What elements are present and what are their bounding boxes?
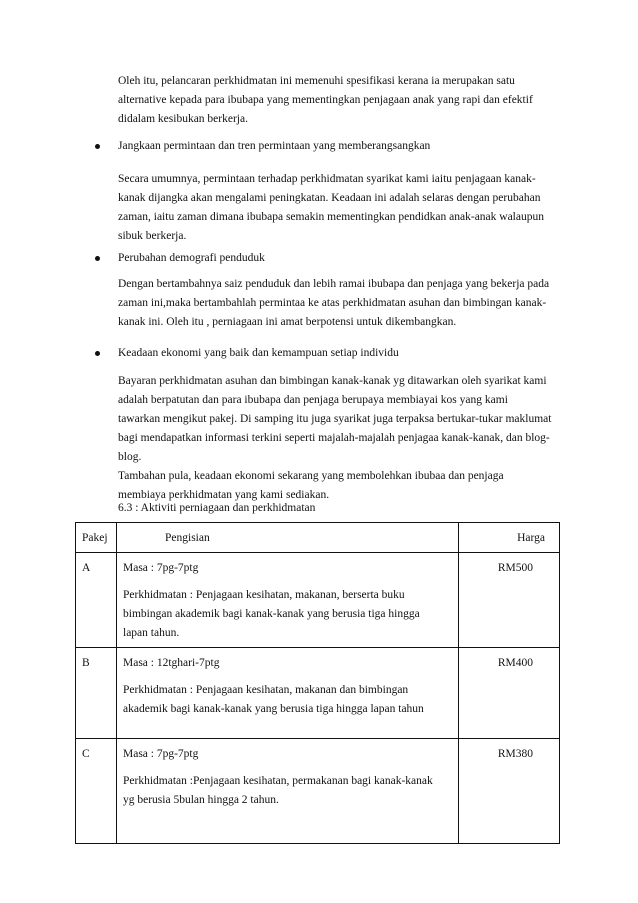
- text-line: blog.: [118, 451, 142, 463]
- text-line: Tambahan pula, keadaan ekonomi sekarang yang membolehkan ibubaa dan penjaga: [118, 470, 504, 482]
- masa-text: Masa : 7pg-7ptg: [123, 562, 199, 574]
- pakej-cell: B: [76, 648, 117, 739]
- desc-line: Perkhidmatan : Penjagaan kesihatan, makanan, berserta buku: [123, 589, 405, 601]
- desc-line: Perkhidmatan : Penjagaan kesihatan, makanan dan bimbingan: [123, 684, 409, 696]
- package-table: [75, 522, 560, 844]
- bullet-icon: [95, 351, 100, 356]
- pengisian-cell: [117, 553, 459, 648]
- bullet-label: Keadaan ekonomi yang baik dan kemampuan setiap individu: [118, 347, 399, 359]
- bullet-ekonomi: [94, 344, 562, 363]
- desc-line: lapan tahun.: [123, 627, 180, 639]
- bullet-demografi: [94, 249, 562, 268]
- text-line: zaman ini,maka bertambahlah permintaa ke atas perkhidmatan asuhan dan bimbingan kanak-: [118, 297, 547, 309]
- text-line: sibuk berkerja.: [118, 230, 187, 242]
- text-line: Dengan bertambahnya saiz penduduk dan lebih ramai ibubapa dan penjaga yang bekerja pada: [118, 278, 550, 290]
- header-pengisian: Pengisian: [117, 523, 459, 553]
- bullet-permintaan: [94, 137, 562, 156]
- pengisian-cell: [117, 648, 459, 739]
- permintaan-paragraph: [118, 170, 562, 246]
- text-line: Bayaran perkhidmatan asuhan dan bimbingan kanak-kanak yg ditawarkan oleh syarikat kami: [118, 375, 547, 387]
- text-line: Secara umumnya, permintaan terhadap perkhidmatan syarikat kami iaitu penjagaan kanak-: [118, 173, 536, 185]
- text-line: membiaya perkhidmatan yang kami sediakan.: [118, 489, 330, 501]
- bullet-icon: [95, 144, 100, 149]
- desc-line: akademik bagi kanak-kanak yang berusia tiga hingga lapan tahun: [123, 703, 424, 715]
- table-row: [76, 739, 560, 844]
- text-line: Oleh itu, pelancaran perkhidmatan ini memenuhi spesifikasi kerana ia merupakan satu: [118, 75, 515, 87]
- text-line: adalah berpatutan dan para ibubapa dan penjaga berupaya membiayai kos yang kami: [118, 394, 508, 406]
- bullet-label: Jangkaan permintaan dan tren permintaan yang memberangsangkan: [118, 140, 431, 152]
- text-line: zaman, iaitu zaman dimana ibubapa semakin mementingkan pendidkan anak-anak walaupun: [118, 211, 544, 223]
- perkhidmatan-text: [123, 681, 452, 719]
- table-row: [76, 648, 560, 739]
- desc-line: yg berusia 5bulan hingga 2 tahun.: [123, 794, 279, 806]
- harga-cell: RM380: [459, 739, 560, 844]
- text-line: kanak dijangka akan mengalami peningkatan. Keadaan ini adalah selaras dengan perubahan: [118, 192, 541, 204]
- text-line: bagi mendapatkan informasi terkini seperti majalah-majalah penjagaa kanak-kanak, dan blog-: [118, 432, 550, 444]
- text-line: kanak ini. Oleh itu , perniagaan ini amat berpotensi untuk dikembangkan.: [118, 316, 457, 328]
- harga-cell: RM500: [459, 553, 560, 648]
- masa-text: Masa : 12tghari-7ptg: [123, 657, 220, 669]
- header-harga: Harga: [459, 523, 560, 553]
- text-line: alternative kepada para ibubapa yang mementingkan penjagaan anak yang rapi dan efektif: [118, 94, 533, 106]
- pakej-cell: A: [76, 553, 117, 648]
- desc-line: Perkhidmatan :Penjagaan kesihatan, permakanan bagi kanak-kanak: [123, 775, 433, 787]
- bullet-label: Perubahan demografi penduduk: [118, 252, 265, 264]
- masa-text: Masa : 7pg-7ptg: [123, 748, 199, 760]
- section-title: 6.3 : Aktiviti perniagaan dan perkhidmatan: [118, 502, 316, 514]
- header-pakej: Pakej: [76, 523, 117, 553]
- desc-line: bimbingan akademik bagi kanak-kanak yang berusia tiga hingga: [123, 608, 420, 620]
- text-line: didalam kesibukan berkerja.: [118, 113, 248, 125]
- intro-paragraph: [118, 72, 562, 129]
- perkhidmatan-text: [123, 772, 452, 810]
- pengisian-cell: [117, 739, 459, 844]
- text-line: tawarkan mengikut pakej. Di samping itu juga syarikat juga terpaksa bertukar-tukar maklumat: [118, 413, 552, 425]
- harga-cell: RM400: [459, 648, 560, 739]
- bullet-icon: [95, 256, 100, 261]
- pakej-cell: C: [76, 739, 117, 844]
- perkhidmatan-text: [123, 586, 452, 643]
- table-header-row: [76, 523, 560, 553]
- demografi-paragraph: [118, 275, 562, 332]
- table-row: [76, 553, 560, 648]
- ekonomi-paragraph: [118, 372, 562, 505]
